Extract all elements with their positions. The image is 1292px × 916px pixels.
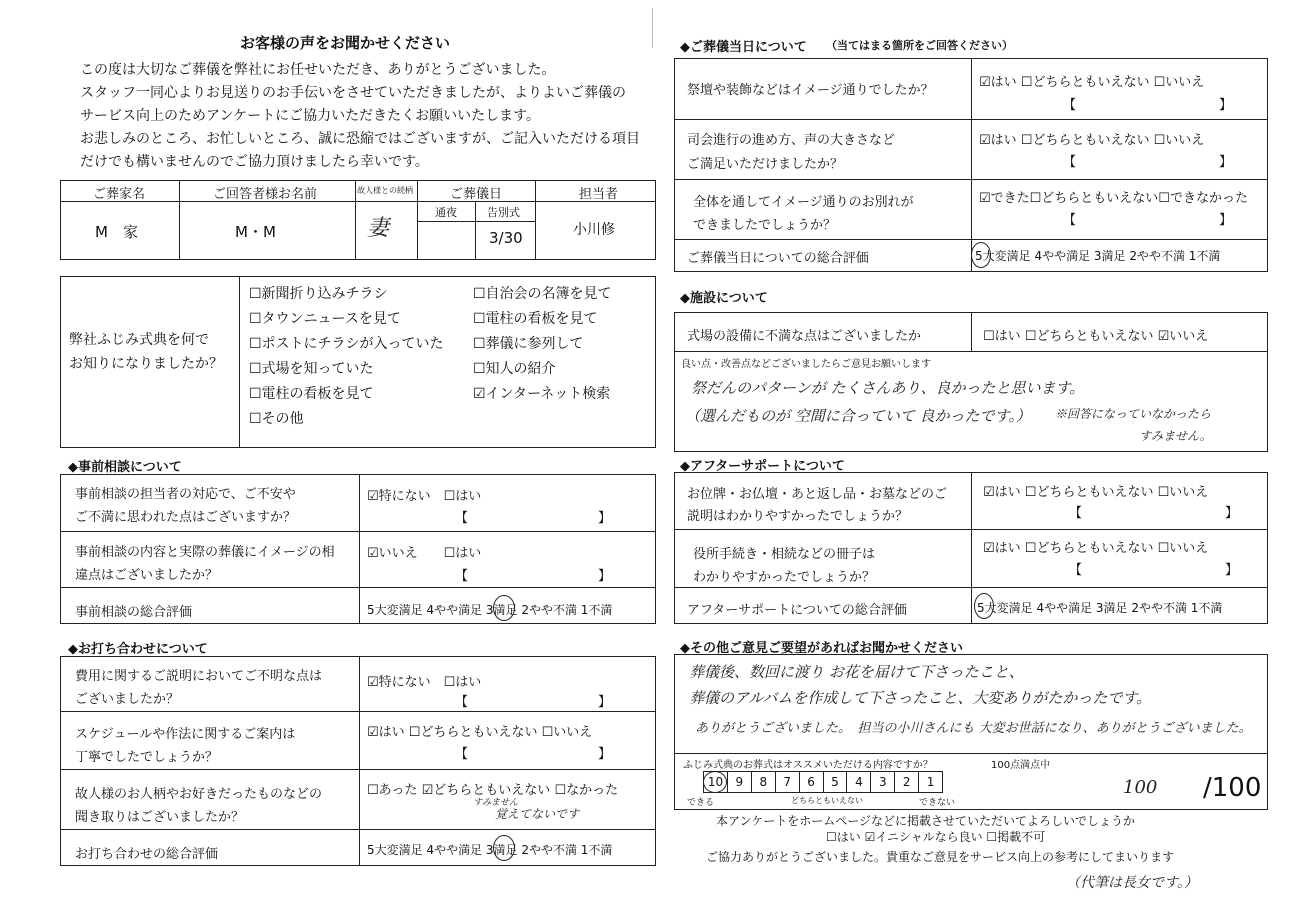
facility-comment-2: （選んだものが 空間に合っていて 良かったです。） [685, 407, 1031, 425]
thanks-message: ご協力ありがとうございました。貴重なご意見をサービス向上の参考にしてまいります [706, 850, 1175, 864]
publish-question: 本アンケートをホームページなどに掲載させていただいてよろしいでしょうか [716, 814, 1136, 828]
consult-heading: ◆事前相談について [68, 460, 182, 475]
option-attended-funeral[interactable]: ☐葬儀に参列して [473, 336, 584, 352]
after-box [674, 472, 1268, 624]
facility-comment-label: 良い点・改善点などございましたらご意見お願いします [681, 359, 931, 370]
consult-q3-scale[interactable]: 5大変満足 4やや満足 3満足 2やや不満 1不満 [367, 603, 613, 617]
intro-line-2: スタッフ一同心よりお見送りのお手伝いをさせていただきましたが、よりよいご葬儀の [80, 85, 626, 101]
rating-circle-mark [493, 595, 515, 621]
other-comment-3: ありがとうございました。 担当の小川さんにも 大変お世話になり、ありがとうございました。 [695, 721, 1252, 736]
day-q2-options[interactable]: ☑はい ☐どちらともいえない ☐いいえ [979, 133, 1205, 148]
howknow-question-1: 弊社ふじみ式典を何で [69, 332, 209, 348]
meeting-q3-line2: 聞き取りはございましたか？ [75, 810, 245, 825]
day-q1-options[interactable]: ☑はい ☐どちらともいえない ☐いいえ [979, 75, 1205, 90]
scale-cell[interactable]: 4 [847, 772, 871, 792]
after-q3-scale[interactable]: 5大変満足 4やや満足 3満足 2やや不満 1不満 [977, 601, 1223, 615]
rating-circle-mark [971, 242, 991, 268]
meeting-q1-line2: ございましたか？ [75, 692, 180, 707]
meeting-q1-line1: 費用に関するご説明においてご不明な点は [75, 669, 323, 684]
consult-q2-line1: 事前相談の内容と実際の葬儀にイメージの相 [75, 545, 335, 560]
header-kokubetsu: 告別式 [487, 206, 520, 219]
consult-q1-bracket: 【 】 [455, 511, 612, 526]
survey-title: お客様の声をお聞かせください [240, 34, 451, 52]
staff-value: 小川修 [573, 222, 615, 238]
meeting-q3-note-2: 覚えてないです [495, 807, 580, 821]
fold-mark [652, 8, 653, 48]
respondent-name-value: M・M [235, 223, 276, 241]
rating-circle-mark [703, 771, 727, 793]
option-community-list[interactable]: ☐自治会の名簿を見て [473, 286, 612, 302]
meeting-q2-line1: スケジュールや作法に関するご案内は [75, 727, 296, 742]
day-q3-bracket: 【 】 [1063, 213, 1233, 228]
after-q1-line2: 説明はわかりやすかったでしょうか？ [687, 509, 909, 524]
consult-q2-line2: 違点はございましたか？ [75, 568, 219, 583]
option-referral[interactable]: ☐知人の紹介 [473, 361, 556, 377]
after-q2-line2: わかりやすかったでしょうか？ [693, 570, 876, 585]
after-q2-options[interactable]: ☑はい ☐どちらともいえない ☐いいえ [983, 541, 1209, 556]
howknow-question-2: お知りになりましたか？ [69, 356, 223, 372]
after-q3: アフターサポートについての総合評価 [687, 603, 907, 618]
meeting-q1-bracket: 【 】 [455, 695, 612, 710]
rating-circle-mark [974, 593, 994, 619]
meeting-q3-options[interactable]: ☐あった ☑どちらともいえない ☐なかった [367, 783, 619, 798]
day-q3-line2: できましたでしょうか？ [693, 218, 837, 233]
meeting-box [60, 656, 656, 866]
day-heading: ◆ご葬儀当日について [680, 40, 807, 55]
after-heading: ◆アフターサポートについて [680, 459, 845, 474]
funeral-date-value: 3/30 [489, 229, 523, 247]
option-knew-venue[interactable]: ☐式場を知っていた [249, 361, 374, 377]
scale-cell[interactable]: 6 [800, 772, 824, 792]
after-q1-options[interactable]: ☑はい ☐どちらともいえない ☐いいえ [983, 485, 1209, 500]
intro-line-5: だけでも構いませんのでご協力頂けましたら幸いです。 [80, 154, 429, 170]
intro-line-1: この度は大切なご葬儀を弊社にお任せいただき、ありがとうございました。 [80, 62, 556, 78]
facility-comment-3: ※回答になっていなかったら [1055, 407, 1212, 421]
consult-q2-bracket: 【 】 [455, 569, 612, 584]
meeting-q3-line1: 故人様のお人柄やお好きだったものなどの [75, 787, 323, 802]
meeting-q2-line2: 丁寧でしたでしょうか？ [75, 750, 219, 765]
meeting-q2-options[interactable]: ☑はい ☐どちらともいえない ☐いいえ [367, 725, 593, 740]
option-newspaper[interactable]: ☐新聞折り込みチラシ [249, 286, 388, 302]
other-box [674, 654, 1268, 810]
scale-low-label: できる [687, 798, 715, 808]
header-respondent: ご回答者様お名前 [213, 187, 318, 202]
score-max: /100 [1203, 773, 1262, 803]
option-other[interactable]: ☐その他 [249, 411, 304, 427]
day-q2-bracket: 【 】 [1063, 155, 1233, 170]
scale-cell[interactable]: 7 [776, 772, 800, 792]
option-pole-sign-2[interactable]: ☐電柱の看板を見て [473, 311, 598, 327]
after-q2-line1: 役所手続き・相続などの冊子は [693, 547, 876, 562]
consult-q2-options[interactable]: ☑いいえ ☐はい [367, 546, 482, 561]
day-box [674, 58, 1268, 272]
consult-q3: 事前相談の総合評価 [75, 605, 193, 620]
header-staff: 担当者 [579, 187, 619, 202]
consult-box [60, 474, 656, 624]
facility-comment-4: すみません。 [1139, 429, 1212, 443]
scale-cell[interactable]: 5 [824, 772, 848, 792]
consult-q1-line2: ご不満に思われた点はございますか？ [75, 510, 297, 525]
score-handwritten: 100 [1123, 777, 1158, 798]
howknow-box [60, 276, 656, 448]
family-name-value: M 家 [95, 223, 138, 241]
other-comment-2: 葬儀のアルバムを作成して下さったこと、大変ありがたかったです。 [689, 689, 1152, 707]
scale-cell[interactable]: 8 [752, 772, 776, 792]
day-q3-options[interactable]: ☑できた☐どちらともいえない☐できなかった [979, 191, 1248, 206]
header-relation: 故人様との続柄 [357, 186, 413, 195]
intro-line-3: サービス向上のためアンケートにご協力いただきたくお願いいたします。 [80, 108, 541, 124]
day-q3-line1: 全体を通してイメージ通りのお別れが [693, 195, 914, 210]
day-heading-note: （当てはまる箇所をご回答ください） [826, 39, 1013, 52]
intro-line-4: お悲しみのところ、お忙しいところ、誠に恐縮ではございますが、ご記入いただける項目 [80, 131, 640, 147]
signature-note: （代筆は長女です。） [1066, 875, 1198, 891]
publish-options[interactable]: ☐はい ☑イニシャルなら良い ☐掲載不可 [826, 830, 1046, 844]
after-q1-line1: お位牌・お仏壇・あと返し品・お墓などのご [687, 487, 948, 502]
option-post-flyer[interactable]: ☐ポストにチラシが入っていた [249, 336, 444, 352]
scale-cell[interactable]: 9 [728, 772, 752, 792]
day-q1-bracket: 【 】 [1063, 98, 1233, 113]
facility-box [674, 312, 1268, 452]
day-q2-line2: ご満足いただけましたか？ [687, 157, 844, 172]
option-town-news[interactable]: ☐タウンニュースを見て [249, 311, 401, 327]
facility-heading: ◆施設について [680, 291, 768, 306]
consult-q1-line1: 事前相談の担当者の対応で、ご不安や [75, 487, 296, 502]
header-tsuya: 通夜 [435, 206, 457, 219]
meeting-q4: お打ち合わせの総合評価 [75, 847, 219, 862]
facility-q1-options[interactable]: ☐はい ☐どちらともいえない ☑いいえ [983, 329, 1209, 344]
recommend-label: ふじみ式典のお葬式はオススメいただける内容ですか？ [683, 760, 933, 771]
other-heading: ◆その他ご意見ご要望があればお聞かせください [680, 641, 963, 656]
scale-mid-label: どちらともいえない [791, 796, 863, 805]
after-q1-bracket: 【 】 [1069, 506, 1239, 521]
header-date: ご葬儀日 [450, 187, 503, 202]
after-q2-bracket: 【 】 [1069, 563, 1239, 578]
info-table [60, 180, 656, 260]
header-family: ご葬家名 [93, 187, 146, 202]
scale-cell[interactable]: 10 [704, 772, 728, 792]
day-q4-scale[interactable]: 5大変満足 4やや満足 3満足 2やや不満 1不満 [975, 249, 1221, 263]
meeting-q4-scale[interactable]: 5大変満足 4やや満足 3満足 2やや不満 1不満 [367, 843, 613, 857]
other-comment-1: 葬儀後、数回に渡り お花を届けて下さったこと、 [689, 663, 1024, 681]
meeting-q3-note-1: すみません [473, 798, 519, 808]
day-q1: 祭壇や装飾などはイメージ通りでしたか？ [687, 83, 934, 98]
consult-q1-options[interactable]: ☑特にない ☐はい [367, 489, 482, 504]
facility-comment-1: 祭だんのパターンが たくさんあり、良かったと思います。 [691, 379, 1085, 397]
scale-cell[interactable]: 2 [895, 772, 919, 792]
option-pole-sign[interactable]: ☐電柱の看板を見て [249, 386, 374, 402]
facility-q1: 式場の設備に不満な点はございましたか [687, 329, 922, 344]
score-label: 100点満点中 [991, 760, 1051, 771]
rating-circle-mark [493, 835, 515, 861]
option-internet[interactable]: ☑インターネット検索 [473, 386, 611, 402]
meeting-q2-bracket: 【 】 [455, 747, 612, 762]
meeting-heading: ◆お打ち合わせについて [68, 642, 208, 657]
day-q2-line1: 司会進行の進め方、声の大きさなど [687, 133, 896, 148]
scale-cell[interactable]: 1 [926, 775, 935, 789]
recommend-scale [703, 771, 943, 793]
relation-value: 妻 [367, 216, 390, 241]
meeting-q1-options[interactable]: ☑特にない ☐はい [367, 675, 482, 690]
day-q4: ご葬儀当日についての総合評価 [687, 251, 869, 266]
scale-high-label: できない [919, 798, 956, 808]
scale-cell[interactable]: 3 [871, 772, 895, 792]
